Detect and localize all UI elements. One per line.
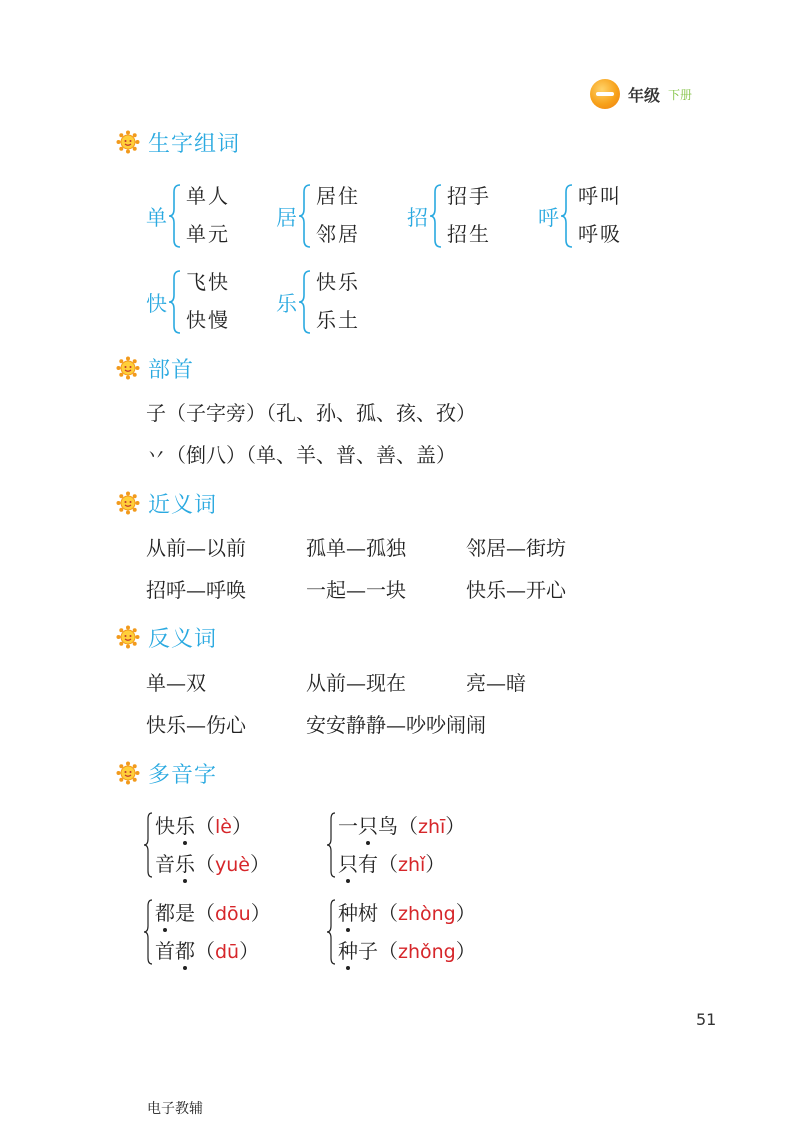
sun-face-icon — [116, 356, 140, 380]
paren-open: （ — [195, 939, 215, 963]
synonym-pair: 快乐—开心 — [466, 578, 566, 602]
polyphone-row — [338, 897, 476, 926]
group-word-1: 飞快 — [186, 270, 230, 294]
paren-open: （ — [378, 852, 398, 876]
section-heading-polyphones — [116, 758, 217, 788]
paren-open: （ — [195, 901, 215, 925]
polyphone-row — [155, 935, 259, 964]
group-word-1: 招手 — [447, 184, 491, 208]
group-character: 招 — [407, 206, 428, 230]
left-brace-icon — [143, 899, 153, 965]
group-character: 呼 — [538, 206, 559, 230]
left-brace-icon — [298, 184, 312, 248]
group-word-2: 乐土 — [316, 308, 360, 332]
group-word-1: 单人 — [186, 184, 230, 208]
section-heading-new-words — [116, 127, 240, 157]
polyphone-row — [155, 810, 252, 839]
left-brace-icon — [326, 899, 336, 965]
radical-line: 子（子字旁）（孔、孙、孤、孩、孜） — [146, 401, 476, 425]
antonym-pair: 亮—暗 — [466, 671, 526, 695]
section-title: 生字组词 — [148, 131, 241, 157]
volume-label: 下册 — [668, 87, 693, 102]
paren-close: ） — [239, 939, 260, 963]
marked-character: 只 — [338, 848, 358, 877]
group-word-1: 呼叫 — [578, 184, 622, 208]
group-word-2: 招生 — [447, 222, 491, 246]
left-brace-icon — [168, 270, 182, 334]
grade-label: 年级 — [628, 85, 661, 105]
synonym-pair: 从前—以前 — [146, 536, 246, 560]
paren-close: ） — [425, 852, 446, 876]
left-brace-icon — [429, 184, 443, 248]
polyphone-row — [338, 810, 465, 839]
sun-face-icon — [116, 130, 140, 154]
paren-close: ） — [250, 901, 271, 925]
radical-line: 丷（倒八）（单、羊、普、善、盖） — [146, 443, 456, 467]
sun-face-icon — [116, 625, 140, 649]
section-heading-radicals — [116, 353, 194, 383]
group-word-1: 居住 — [316, 184, 360, 208]
paren-open: （ — [378, 901, 398, 925]
synonym-pair: 孤单—孤独 — [306, 536, 406, 560]
word-part: 首 — [155, 939, 175, 963]
synonym-pair: 邻居—街坊 — [466, 536, 566, 560]
pinyin: dōu — [215, 903, 251, 925]
group-word-2: 呼吸 — [578, 222, 622, 246]
marked-character: 乐 — [175, 848, 195, 877]
word-part: 一 — [338, 814, 358, 838]
paren-open: （ — [378, 939, 398, 963]
word-part: 音 — [155, 852, 175, 876]
paren-close: ） — [231, 814, 252, 838]
group-character: 快 — [146, 292, 167, 316]
group-word-2: 邻居 — [316, 222, 360, 246]
group-character: 乐 — [276, 292, 297, 316]
section-title: 部首 — [148, 357, 195, 383]
word-part: 子 — [358, 939, 378, 963]
word-part: 有 — [358, 852, 378, 876]
sun-face-icon — [116, 761, 140, 785]
group-character: 单 — [146, 206, 167, 230]
sun-face-icon — [116, 491, 140, 515]
section-heading-synonyms — [116, 488, 217, 518]
pinyin: zhǒng — [398, 941, 456, 963]
pinyin: dū — [215, 941, 240, 963]
marked-character: 都 — [175, 935, 195, 964]
pinyin: yuè — [215, 854, 250, 876]
antonym-pair: 快乐—伤心 — [146, 713, 246, 737]
left-brace-icon — [560, 184, 574, 248]
polyphone-row — [338, 848, 445, 877]
pinyin: lè — [215, 816, 232, 838]
group-word-2: 单元 — [186, 222, 230, 246]
group-character: 居 — [276, 206, 297, 230]
word-part: 快 — [155, 814, 175, 838]
polyphone-row — [155, 848, 270, 877]
paren-close: ） — [249, 852, 270, 876]
paren-close: ） — [445, 814, 466, 838]
word-part: 是 — [175, 901, 195, 925]
marked-character: 种 — [338, 897, 358, 926]
page-number: 51 — [696, 1010, 717, 1029]
grade-badge — [590, 78, 692, 110]
section-title: 多音字 — [148, 762, 218, 788]
left-brace-icon — [326, 812, 336, 878]
synonym-pair: 招呼—呼唤 — [146, 578, 246, 602]
paren-close: ） — [455, 939, 476, 963]
footer-label: 电子教辅 — [147, 1101, 203, 1117]
section-heading-antonyms — [116, 622, 217, 652]
grade-one-badge-icon — [590, 79, 620, 109]
polyphone-row — [155, 897, 271, 926]
synonym-pair: 一起—一块 — [306, 578, 406, 602]
word-part: 树 — [358, 901, 378, 925]
left-brace-icon — [143, 812, 153, 878]
antonym-pair: 安安静静—吵吵闹闹 — [306, 713, 486, 737]
pinyin: zhǐ — [398, 854, 426, 876]
section-title: 近义词 — [148, 492, 218, 518]
antonym-pair: 从前—现在 — [306, 671, 406, 695]
pinyin: zhī — [418, 816, 446, 838]
left-brace-icon — [298, 270, 312, 334]
paren-open: （ — [195, 814, 215, 838]
marked-character: 都 — [155, 897, 175, 926]
section-title: 反义词 — [148, 626, 218, 652]
antonym-pair: 单—双 — [146, 671, 206, 695]
marked-character: 乐 — [175, 810, 195, 839]
marked-character: 种 — [338, 935, 358, 964]
paren-close: ） — [455, 901, 476, 925]
group-word-2: 快慢 — [186, 308, 230, 332]
left-brace-icon — [168, 184, 182, 248]
group-word-1: 快乐 — [316, 270, 360, 294]
word-part: 鸟 — [378, 814, 398, 838]
pinyin: zhòng — [398, 903, 456, 925]
paren-open: （ — [195, 852, 215, 876]
marked-character: 只 — [358, 810, 378, 839]
polyphone-row — [338, 935, 476, 964]
paren-open: （ — [398, 814, 418, 838]
